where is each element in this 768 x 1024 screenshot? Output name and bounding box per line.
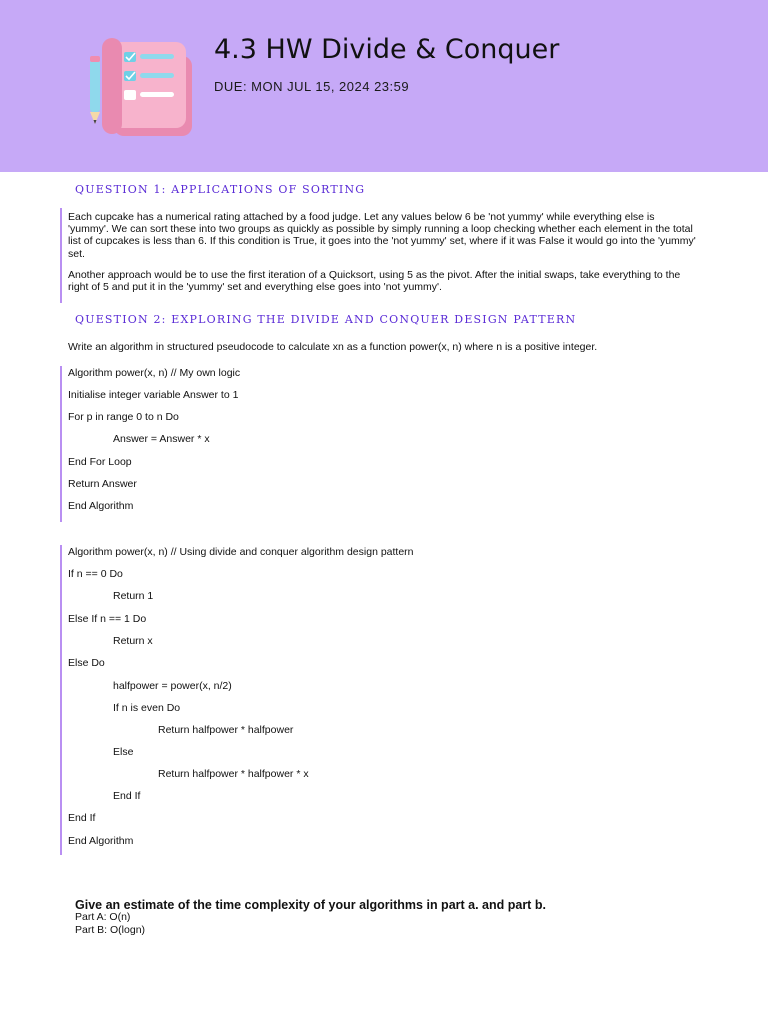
algorithm-2-line: halfpower = power(x, n/2) — [113, 680, 232, 692]
algorithm-2-line: Else — [113, 746, 134, 758]
question-2-heading: QUESTION 2: EXPLORING THE DIVIDE AND CONQUER DESIGN PATTERN — [75, 313, 577, 326]
algorithm-1-line: Algorithm power(x, n) // My own logic — [68, 367, 241, 379]
algorithm-2-line: Return halfpower * halfpower — [158, 724, 294, 736]
complexity-question: Give an estimate of the time complexity of your algorithms in part a. and part b. — [75, 898, 546, 912]
answer-part-b: Part B: O(logn) — [75, 924, 146, 936]
algorithm-2-line: Return halfpower * halfpower * x — [158, 768, 309, 780]
algorithm-2-line: End Algorithm — [68, 835, 134, 847]
algorithm-2-line: Return x — [113, 635, 153, 647]
algorithm-2-line: Else Do — [68, 657, 105, 669]
checklist-scroll-icon — [82, 36, 200, 140]
algorithm-2-line: End If — [113, 790, 141, 802]
algorithm-2-line: End If — [68, 812, 96, 824]
algorithm-1-line: Answer = Answer * x — [113, 433, 210, 445]
algorithm-1-line: Return Answer — [68, 478, 137, 490]
answer-part-a: Part A: O(n) — [75, 911, 131, 923]
question-1-heading: QUESTION 1: APPLICATIONS OF SORTING — [75, 183, 366, 196]
algorithm-2-line: If n is even Do — [113, 702, 181, 714]
algorithm-2-line: If n == 0 Do — [68, 568, 123, 580]
algorithm-1-line: For p in range 0 to n Do — [68, 411, 179, 423]
header-banner — [0, 0, 768, 172]
algorithm-1-line: End Algorithm — [68, 500, 134, 512]
algorithm-2-line: Algorithm power(x, n) // Using divide and conquer algorithm design pattern — [68, 546, 414, 558]
page-title: 4.3 HW Divide & Conquer — [214, 34, 560, 65]
algorithm-1-line: End For Loop — [68, 456, 132, 468]
algorithm-2-line: Else If n == 1 Do — [68, 613, 147, 625]
due-date: DUE: MON JUL 15, 2024 23:59 — [214, 79, 410, 94]
answer-1-paragraph-2: Another approach would be to use the first iteration of a Quicksort, using 5 as the pivot. After the initial swaps, take everything to the right of 5 and put it in the 'yummy' set and everything else goes into 'not yummy'. — [68, 269, 681, 294]
question-2-intro: Write an algorithm in structured pseudocode to calculate xn as a function power(x, n) where n is a positive integer. — [68, 341, 598, 353]
algorithm-2-line: Return 1 — [113, 590, 154, 602]
answer-1-paragraph-1: Each cupcake has a numerical rating attached by a food judge. Let any values below 6 be 'not yummy' while everything else is 'yummy'. We can sort these into two groups as quickly as possible by simply running a loop checking whether each element in the total list of cupcakes is less than 6. If this condition is True, it goes into the 'not yummy' set, where if it was False it would go into the 'yummy' set. — [68, 211, 696, 260]
algorithm-1-line: Initialise integer variable Answer to 1 — [68, 389, 239, 401]
